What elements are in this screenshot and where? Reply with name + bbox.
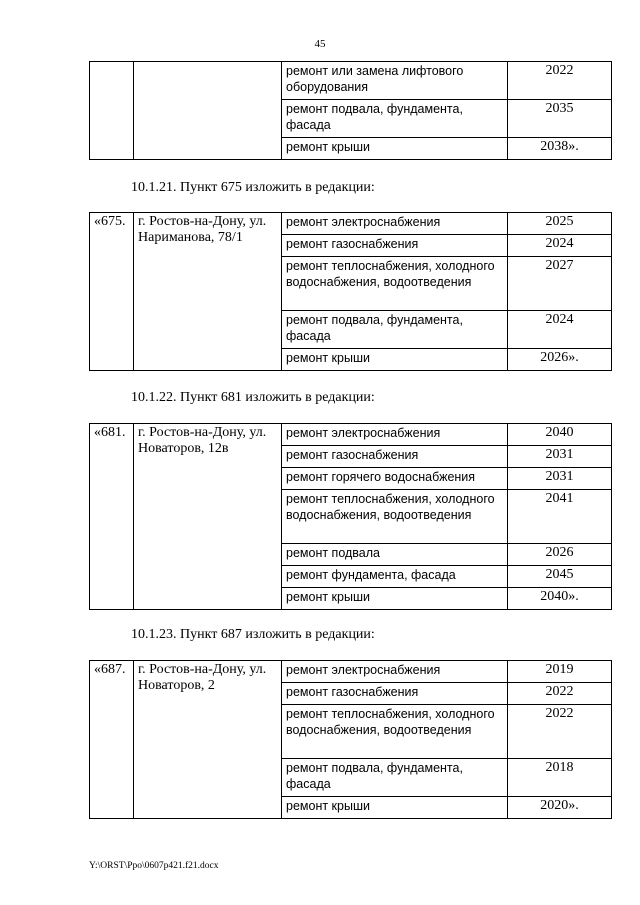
work-cell: ремонт газоснабжения <box>282 446 508 468</box>
year-cell: 2024 <box>508 311 612 349</box>
work-cell: ремонт электроснабжения <box>282 424 508 446</box>
table-row <box>90 213 612 235</box>
work-cell: ремонт крыши <box>282 349 508 371</box>
repair-table-continuation <box>89 61 612 160</box>
table-row <box>90 661 612 683</box>
address-cell: г. Ростов-на-Дону, ул. Новаторов, 2 <box>134 661 282 819</box>
work-cell: ремонт подвала <box>282 544 508 566</box>
year-cell: 2022 <box>508 683 612 705</box>
page-number: 45 <box>314 38 326 50</box>
address-cell: г. Ростов-на-Дону, ул. Нариманова, 78/1 <box>134 213 282 371</box>
address-cell: г. Ростов-на-Дону, ул. Новаторов, 12в <box>134 424 282 610</box>
year-cell: 2040». <box>508 588 612 610</box>
work-cell: ремонт газоснабжения <box>282 235 508 257</box>
year-cell: 2027 <box>508 257 612 311</box>
work-cell: ремонт подвала, фундамента, фасада <box>282 759 508 797</box>
table-row <box>90 424 612 446</box>
work-cell: ремонт теплоснабжения, холодного водоснабжения, водоотведения <box>282 257 508 311</box>
year-cell: 2022 <box>508 705 612 759</box>
work-cell: ремонт подвала, фундамента, фасада <box>282 311 508 349</box>
work-cell: ремонт крыши <box>282 588 508 610</box>
work-cell: ремонт крыши <box>282 797 508 819</box>
section-heading: 10.1.23. Пункт 687 изложить в редакции: <box>131 627 375 642</box>
work-cell: ремонт горячего водоснабжения <box>282 468 508 490</box>
year-cell: 2038». <box>508 138 612 160</box>
year-cell: 2018 <box>508 759 612 797</box>
year-cell: 2026». <box>508 349 612 371</box>
table-row <box>90 62 612 100</box>
work-cell: ремонт электроснабжения <box>282 213 508 235</box>
repair-table-681 <box>89 423 612 610</box>
work-cell: ремонт или замена лифтового оборудования <box>282 62 508 100</box>
item-number-cell: «675. <box>90 213 134 371</box>
section-heading: 10.1.21. Пункт 675 изложить в редакции: <box>131 180 375 195</box>
year-cell: 2031 <box>508 468 612 490</box>
address-cell <box>134 62 282 160</box>
work-cell: ремонт теплоснабжения, холодного водоснабжения, водоотведения <box>282 490 508 544</box>
year-cell: 2031 <box>508 446 612 468</box>
year-cell: 2026 <box>508 544 612 566</box>
section-heading: 10.1.22. Пункт 681 изложить в редакции: <box>131 390 375 405</box>
year-cell: 2022 <box>508 62 612 100</box>
work-cell: ремонт газоснабжения <box>282 683 508 705</box>
repair-table-675 <box>89 212 612 371</box>
year-cell: 2040 <box>508 424 612 446</box>
work-cell: ремонт фундамента, фасада <box>282 566 508 588</box>
year-cell: 2024 <box>508 235 612 257</box>
year-cell: 2025 <box>508 213 612 235</box>
item-number-cell <box>90 62 134 160</box>
work-cell: ремонт подвала, фундамента, фасада <box>282 100 508 138</box>
work-cell: ремонт крыши <box>282 138 508 160</box>
year-cell: 2041 <box>508 490 612 544</box>
work-cell: ремонт электроснабжения <box>282 661 508 683</box>
year-cell: 2019 <box>508 661 612 683</box>
year-cell: 2045 <box>508 566 612 588</box>
year-cell: 2020». <box>508 797 612 819</box>
year-cell: 2035 <box>508 100 612 138</box>
document-path-footer: Y:\ORST\Ppo\0607p421.f21.docx <box>89 861 219 871</box>
item-number-cell: «687. <box>90 661 134 819</box>
work-cell: ремонт теплоснабжения, холодного водоснабжения, водоотведения <box>282 705 508 759</box>
repair-table-687 <box>89 660 612 819</box>
item-number-cell: «681. <box>90 424 134 610</box>
